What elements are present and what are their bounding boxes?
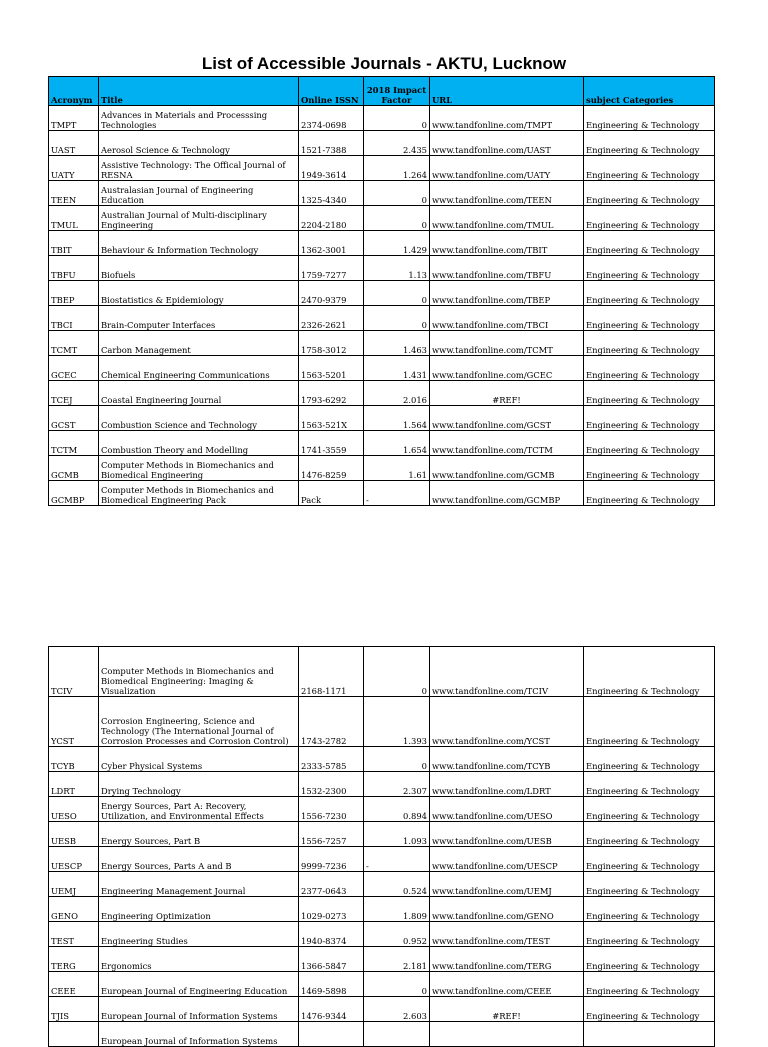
- cell-acronym: TMPT: [49, 106, 99, 131]
- cell-acronym: TBIT: [49, 231, 99, 256]
- header-acronym: Acronym: [49, 77, 99, 106]
- cell-title: Assistive Technology: The Offical Journal of RESNA: [99, 156, 299, 181]
- cell-impact: 0.952: [364, 922, 430, 947]
- cell-url[interactable]: www.tandfonline.com/TBEP: [430, 281, 584, 306]
- cell-subject: Engineering & Technology: [584, 456, 715, 481]
- cell-issn: 2204-2180: [299, 206, 364, 231]
- cell-acronym: TBCI: [49, 306, 99, 331]
- cell-impact: 1.564: [364, 406, 430, 431]
- cell-issn: 2377-0643: [299, 872, 364, 897]
- cell-issn: 1949-3614: [299, 156, 364, 181]
- cell-impact: [364, 1022, 430, 1047]
- cell-acronym: GCMB: [49, 456, 99, 481]
- cell-impact: 1.093: [364, 822, 430, 847]
- cell-issn: 1366-5847: [299, 947, 364, 972]
- cell-subject: Engineering & Technology: [584, 847, 715, 872]
- cell-issn: 1793-6292: [299, 381, 364, 406]
- cell-subject: Engineering & Technology: [584, 772, 715, 797]
- cell-subject: Engineering & Technology: [584, 256, 715, 281]
- cell-impact: -: [364, 847, 430, 872]
- cell-title: European Journal of Information Systems: [99, 997, 299, 1022]
- cell-subject: Engineering & Technology: [584, 131, 715, 156]
- cell-issn: 2326-2621: [299, 306, 364, 331]
- cell-subject: Engineering & Technology: [584, 281, 715, 306]
- cell-subject: Engineering & Technology: [584, 356, 715, 381]
- cell-title: Computer Methods in Biomechanics and Biomedical Engineering: Imaging & Visualization: [99, 647, 299, 697]
- cell-acronym: TEEN: [49, 181, 99, 206]
- cell-impact: 1.429: [364, 231, 430, 256]
- cell-title: Energy Sources, Parts A and B: [99, 847, 299, 872]
- table-row: [49, 381, 715, 406]
- cell-subject: Engineering & Technology: [584, 231, 715, 256]
- cell-title: Advances in Materials and Processsing Technologies: [99, 106, 299, 131]
- cell-title: Carbon Management: [99, 331, 299, 356]
- cell-url[interactable]: www.tandfonline.com/TEST: [430, 922, 584, 947]
- cell-title: Behaviour & Information Technology: [99, 231, 299, 256]
- cell-subject: Engineering & Technology: [584, 822, 715, 847]
- cell-acronym: TCIV: [49, 647, 99, 697]
- header-impact-factor: 2018 Impact Factor: [364, 77, 430, 106]
- cell-issn: 9999-7236: [299, 847, 364, 872]
- cell-impact: 2.016: [364, 381, 430, 406]
- cell-url[interactable]: www.tandfonline.com/GENO: [430, 897, 584, 922]
- cell-acronym: UEMJ: [49, 872, 99, 897]
- table-row: [49, 306, 715, 331]
- cell-url[interactable]: www.tandfonline.com/UESO: [430, 797, 584, 822]
- cell-url[interactable]: www.tandfonline.com/GCMB: [430, 456, 584, 481]
- cell-acronym: GCST: [49, 406, 99, 431]
- cell-subject: Engineering & Technology: [584, 947, 715, 972]
- cell-impact: 1.654: [364, 431, 430, 456]
- table-row: [49, 922, 715, 947]
- cell-issn: 1325-4340: [299, 181, 364, 206]
- cell-acronym: TCYB: [49, 747, 99, 772]
- cell-url[interactable]: [430, 1022, 584, 1047]
- cell-acronym: YCST: [49, 697, 99, 747]
- table-row: [49, 431, 715, 456]
- cell-acronym: CEEE: [49, 972, 99, 997]
- cell-acronym: GENO: [49, 897, 99, 922]
- table-row: [49, 481, 715, 506]
- cell-impact: 0: [364, 206, 430, 231]
- cell-subject: Engineering & Technology: [584, 872, 715, 897]
- cell-title: Energy Sources, Part A: Recovery, Utilization, and Environmental Effects: [99, 797, 299, 822]
- cell-acronym: TCTM: [49, 431, 99, 456]
- cell-issn: 2470-9379: [299, 281, 364, 306]
- cell-acronym: UESO: [49, 797, 99, 822]
- cell-acronym: TBEP: [49, 281, 99, 306]
- cell-impact: 1.393: [364, 697, 430, 747]
- cell-acronym: UESCP: [49, 847, 99, 872]
- cell-url[interactable]: www.tandfonline.com/TEEN: [430, 181, 584, 206]
- cell-title: European Journal of Engineering Education: [99, 972, 299, 997]
- cell-subject: Engineering & Technology: [584, 331, 715, 356]
- cell-acronym: UAST: [49, 131, 99, 156]
- cell-issn: 1521-7388: [299, 131, 364, 156]
- cell-subject: Engineering & Technology: [584, 481, 715, 506]
- cell-impact: 2.307: [364, 772, 430, 797]
- cell-impact: 2.181: [364, 947, 430, 972]
- table-row: [49, 797, 715, 822]
- cell-title: Energy Sources, Part B: [99, 822, 299, 847]
- cell-subject: Engineering & Technology: [584, 306, 715, 331]
- cell-title: Chemical Engineering Communications: [99, 356, 299, 381]
- cell-acronym: TCMT: [49, 331, 99, 356]
- cell-impact: 0: [364, 747, 430, 772]
- cell-title: Engineering Management Journal: [99, 872, 299, 897]
- table-row: [49, 406, 715, 431]
- cell-acronym: TBFU: [49, 256, 99, 281]
- cell-url[interactable]: www.tandfonline.com/TCIV: [430, 647, 584, 697]
- cell-title: Ergonomics: [99, 947, 299, 972]
- cell-title: Brain-Computer Interfaces: [99, 306, 299, 331]
- cell-issn: 2333-5785: [299, 747, 364, 772]
- cell-subject: Engineering & Technology: [584, 181, 715, 206]
- cell-url[interactable]: www.tandfonline.com/TMUL: [430, 206, 584, 231]
- cell-url[interactable]: www.tandfonline.com/GCMBP: [430, 481, 584, 506]
- table-row: [49, 697, 715, 747]
- cell-url[interactable]: www.tandfonline.com/UAST: [430, 131, 584, 156]
- header-subject: subject Categories: [584, 77, 715, 106]
- cell-url[interactable]: www.tandfonline.com/TBIT: [430, 231, 584, 256]
- cell-subject: Engineering & Technology: [584, 381, 715, 406]
- cell-impact: -: [364, 481, 430, 506]
- cell-impact: 2.603: [364, 997, 430, 1022]
- cell-impact: 1.264: [364, 156, 430, 181]
- cell-url[interactable]: www.tandfonline.com/YCST: [430, 697, 584, 747]
- cell-issn: [299, 1022, 364, 1047]
- cell-subject: Engineering & Technology: [584, 697, 715, 747]
- table-row: [49, 1022, 715, 1047]
- cell-title: Drying Technology: [99, 772, 299, 797]
- table-row: [49, 256, 715, 281]
- cell-acronym: LDRT: [49, 772, 99, 797]
- cell-title: Biofuels: [99, 256, 299, 281]
- cell-issn: 1759-7277: [299, 256, 364, 281]
- cell-issn: 1532-2300: [299, 772, 364, 797]
- page-title: List of Accessible Journals - AKTU, Lucknow: [201, 54, 567, 73]
- cell-url[interactable]: www.tandfonline.com/UEMJ: [430, 872, 584, 897]
- cell-acronym: GCEC: [49, 356, 99, 381]
- cell-url[interactable]: www.tandfonline.com/LDRT: [430, 772, 584, 797]
- table-row: [49, 106, 715, 131]
- cell-issn: 1469-5898: [299, 972, 364, 997]
- cell-impact: 0: [364, 647, 430, 697]
- table-row: [49, 231, 715, 256]
- cell-subject: Engineering & Technology: [584, 747, 715, 772]
- table-row: [49, 747, 715, 772]
- cell-issn: 1556-7257: [299, 822, 364, 847]
- cell-issn: 1362-3001: [299, 231, 364, 256]
- table-row: [49, 897, 715, 922]
- cell-acronym: GCMBP: [49, 481, 99, 506]
- table-row: [49, 972, 715, 997]
- table-row: [49, 997, 715, 1022]
- header-row: [49, 77, 715, 106]
- cell-impact: 0.894: [364, 797, 430, 822]
- cell-subject: Engineering & Technology: [584, 797, 715, 822]
- cell-title: Australasian Journal of Engineering Education: [99, 181, 299, 206]
- cell-title: Engineering Optimization: [99, 897, 299, 922]
- cell-issn: 1476-9344: [299, 997, 364, 1022]
- cell-title: Corrosion Engineering, Science and Technology (The International Journal of Corrosion Processes and Corrosion Control): [99, 697, 299, 747]
- cell-impact: 1.463: [364, 331, 430, 356]
- cell-acronym: TJIS: [49, 997, 99, 1022]
- cell-subject: Engineering & Technology: [584, 997, 715, 1022]
- cell-subject: Engineering & Technology: [584, 922, 715, 947]
- cell-subject: Engineering & Technology: [584, 206, 715, 231]
- cell-issn: 1758-3012: [299, 331, 364, 356]
- cell-acronym: TEST: [49, 922, 99, 947]
- cell-title: Cyber Physical Systems: [99, 747, 299, 772]
- cell-url[interactable]: www.tandfonline.com/GCST: [430, 406, 584, 431]
- cell-subject: Engineering & Technology: [584, 106, 715, 131]
- journals-table-2: [48, 646, 715, 1047]
- cell-impact: 0: [364, 281, 430, 306]
- cell-title: Australian Journal of Multi-disciplinary Engineering: [99, 206, 299, 231]
- table-row: [49, 206, 715, 231]
- cell-subject: Engineering & Technology: [584, 972, 715, 997]
- cell-url[interactable]: www.tandfonline.com/TCYB: [430, 747, 584, 772]
- table-row: [49, 872, 715, 897]
- cell-acronym: TMUL: [49, 206, 99, 231]
- cell-issn: Pack: [299, 481, 364, 506]
- cell-issn: 2168-1171: [299, 647, 364, 697]
- cell-url[interactable]: #REF!: [430, 381, 584, 406]
- table-row: [49, 456, 715, 481]
- cell-subject: Engineering & Technology: [584, 647, 715, 697]
- cell-url[interactable]: www.tandfonline.com/UATY: [430, 156, 584, 181]
- cell-issn: 1563-521X: [299, 406, 364, 431]
- cell-issn: 1563-5201: [299, 356, 364, 381]
- table-row: [49, 156, 715, 181]
- journals-table-1: [48, 76, 715, 506]
- cell-issn: 1741-3559: [299, 431, 364, 456]
- cell-url[interactable]: www.tandfonline.com/UESB: [430, 822, 584, 847]
- cell-title: Computer Methods in Biomechanics and Biomedical Engineering: [99, 456, 299, 481]
- cell-subject: Engineering & Technology: [584, 156, 715, 181]
- cell-title: Combustion Theory and Modelling: [99, 431, 299, 456]
- cell-issn: 2374-0698: [299, 106, 364, 131]
- table-row: [49, 181, 715, 206]
- cell-acronym: UESB: [49, 822, 99, 847]
- cell-title: Aerosol Science & Technology: [99, 131, 299, 156]
- cell-issn: 1940-8374: [299, 922, 364, 947]
- cell-url[interactable]: www.tandfonline.com/TERG: [430, 947, 584, 972]
- cell-acronym: TERG: [49, 947, 99, 972]
- cell-issn: 1556-7230: [299, 797, 364, 822]
- cell-acronym: [49, 1022, 99, 1047]
- cell-issn: 1743-2782: [299, 697, 364, 747]
- table-row: [49, 131, 715, 156]
- cell-url[interactable]: www.tandfonline.com/TMPT: [430, 106, 584, 131]
- cell-impact: 0: [364, 972, 430, 997]
- cell-url[interactable]: #REF!: [430, 997, 584, 1022]
- cell-impact: 0: [364, 106, 430, 131]
- cell-impact: 0: [364, 181, 430, 206]
- table-row: [49, 356, 715, 381]
- cell-impact: 1.13: [364, 256, 430, 281]
- cell-url[interactable]: www.tandfonline.com/UESCP: [430, 847, 584, 872]
- cell-title: Coastal Engineering Journal: [99, 381, 299, 406]
- cell-subject: Engineering & Technology: [584, 431, 715, 456]
- cell-impact: 0.524: [364, 872, 430, 897]
- cell-impact: 0: [364, 306, 430, 331]
- cell-subject: Engineering & Technology: [584, 897, 715, 922]
- table-row: [49, 847, 715, 872]
- cell-impact: 1.809: [364, 897, 430, 922]
- header-url: URL: [430, 77, 584, 106]
- cell-title: European Journal of Information Systems: [99, 1022, 299, 1047]
- cell-acronym: UATY: [49, 156, 99, 181]
- table-row: [49, 647, 715, 697]
- cell-url[interactable]: www.tandfonline.com/TBFU: [430, 256, 584, 281]
- cell-issn: 1476-8259: [299, 456, 364, 481]
- header-title: Title: [99, 77, 299, 106]
- cell-issn: 1029-0273: [299, 897, 364, 922]
- table-row: [49, 772, 715, 797]
- header-issn: Online ISSN: [299, 77, 364, 106]
- cell-url[interactable]: www.tandfonline.com/CEEE: [430, 972, 584, 997]
- cell-title: Biostatistics & Epidemiology: [99, 281, 299, 306]
- table-row: [49, 331, 715, 356]
- table-row: [49, 947, 715, 972]
- cell-impact: 1.431: [364, 356, 430, 381]
- cell-url[interactable]: www.tandfonline.com/GCEC: [430, 356, 584, 381]
- cell-title: Combustion Science and Technology: [99, 406, 299, 431]
- cell-acronym: TCEJ: [49, 381, 99, 406]
- cell-subject: Engineering & Technology: [584, 406, 715, 431]
- cell-title: Engineering Studies: [99, 922, 299, 947]
- cell-url[interactable]: www.tandfonline.com/TCMT: [430, 331, 584, 356]
- cell-impact: 1.61: [364, 456, 430, 481]
- cell-url[interactable]: www.tandfonline.com/TBCI: [430, 306, 584, 331]
- cell-url[interactable]: www.tandfonline.com/TCTM: [430, 431, 584, 456]
- cell-title: Computer Methods in Biomechanics and Biomedical Engineering Pack: [99, 481, 299, 506]
- table-row: [49, 281, 715, 306]
- table-row: [49, 822, 715, 847]
- cell-subject: [584, 1022, 715, 1047]
- cell-impact: 2.435: [364, 131, 430, 156]
